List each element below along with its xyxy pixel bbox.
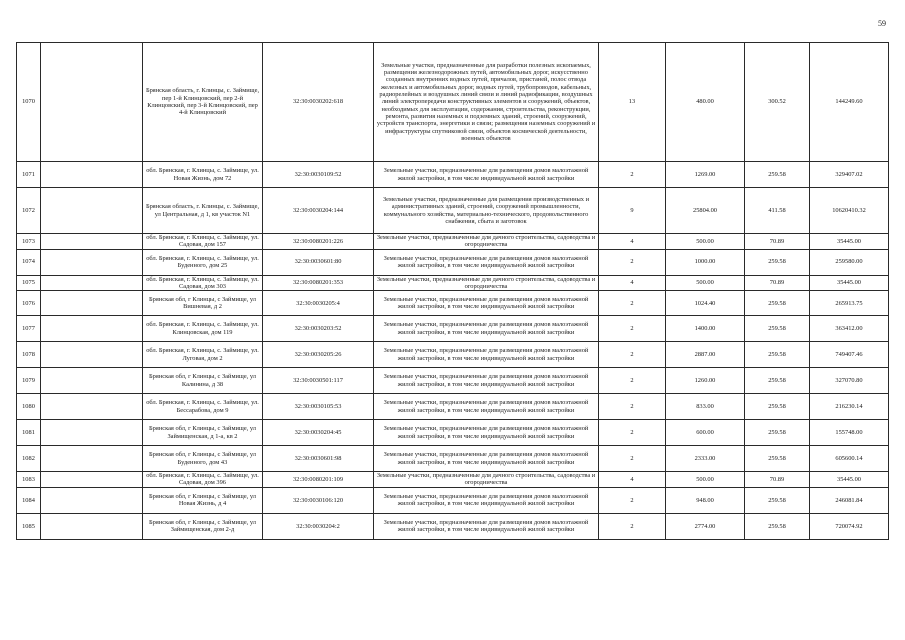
specific-value-cell: 259.58 (745, 420, 810, 446)
address-cell: обл. Брянская, г. Клинцы, с. Займище, ул. Буденного, дом 25 (143, 249, 263, 275)
address-cell: обл. Брянская, г. Клинцы, с. Займище, ул. Садовая, дом 303 (143, 275, 263, 291)
blank-cell (41, 368, 143, 394)
group-cell: 2 (599, 342, 666, 368)
land-use-cell: Земельные участки, предназначенные для размещения домов малоэтажной жилой застройки, в том числе индивидуальной жилой застройки (374, 446, 599, 472)
table-row (17, 513, 889, 539)
cadastral-value-cell: 363412.00 (810, 316, 889, 342)
blank-cell (41, 342, 143, 368)
cadastral-number-cell: 32:30:0080201:109 (263, 472, 374, 488)
row-number-cell: 1078 (17, 342, 41, 368)
group-cell: 2 (599, 513, 666, 539)
cadastral-value-cell: 10620410.32 (810, 188, 889, 234)
row-number-cell: 1082 (17, 446, 41, 472)
cadastral-number-cell: 32:30:0030204:2 (263, 513, 374, 539)
specific-value-cell: 259.58 (745, 342, 810, 368)
area-cell: 1260.00 (666, 368, 745, 394)
group-cell: 2 (599, 291, 666, 316)
cadastral-value-cell: 327070.80 (810, 368, 889, 394)
area-cell: 1024.40 (666, 291, 745, 316)
land-use-cell: Земельные участки, предназначенные для размещения домов малоэтажной жилой застройки, в том числе индивидуальной жилой застройки (374, 342, 599, 368)
specific-value-cell: 70.89 (745, 275, 810, 291)
cadastral-number-cell: 32:30:0030205:4 (263, 291, 374, 316)
cadastral-number-cell: 32:30:0030205:26 (263, 342, 374, 368)
cadastral-value-cell: 329407.02 (810, 162, 889, 188)
row-number-cell: 1072 (17, 188, 41, 234)
table-row (17, 275, 889, 291)
cadastral-number-cell: 32:30:0030109:52 (263, 162, 374, 188)
cadastral-number-cell: 32:30:0030204:144 (263, 188, 374, 234)
row-number-cell: 1085 (17, 513, 41, 539)
table-row (17, 394, 889, 420)
table-row (17, 487, 889, 513)
group-cell: 2 (599, 394, 666, 420)
land-use-cell: Земельные участки, предназначенные для размещения домов малоэтажной жилой застройки, в том числе индивидуальной жилой застройки (374, 162, 599, 188)
row-number-cell: 1080 (17, 394, 41, 420)
cadastral-value-cell: 749407.46 (810, 342, 889, 368)
table-row (17, 188, 889, 234)
group-cell: 9 (599, 188, 666, 234)
cadastral-value-cell: 605600.14 (810, 446, 889, 472)
land-use-cell: Земельные участки, предназначенные для размещения домов малоэтажной жилой застройки, в том числе индивидуальной жилой застройки (374, 420, 599, 446)
blank-cell (41, 446, 143, 472)
cadastral-number-cell: 32:30:0030105:53 (263, 394, 374, 420)
area-cell: 500.00 (666, 472, 745, 488)
land-use-cell: Земельные участки, предназначенные для размещения домов малоэтажной жилой застройки, в том числе индивидуальной жилой застройки (374, 394, 599, 420)
address-cell: обл. Брянская, г. Клинцы, с. Займище, ул. Бессарабова, дом 9 (143, 394, 263, 420)
table-row (17, 234, 889, 250)
blank-cell (41, 394, 143, 420)
group-cell: 4 (599, 472, 666, 488)
cadastral-number-cell: 32:30:0030106:120 (263, 487, 374, 513)
cadastral-value-cell: 246081.84 (810, 487, 889, 513)
land-use-cell: Земельные участки, предназначенные для дачного строительства, садоводства и огородничества (374, 275, 599, 291)
table-row (17, 368, 889, 394)
table-row (17, 446, 889, 472)
area-cell: 500.00 (666, 234, 745, 250)
group-cell: 2 (599, 316, 666, 342)
address-cell: Брянская обл, г Клинцы, с Займище, ул Новая Жизнь, д 4 (143, 487, 263, 513)
table-row (17, 43, 889, 162)
blank-cell (41, 188, 143, 234)
blank-cell (41, 291, 143, 316)
table-row (17, 420, 889, 446)
address-cell: Брянская обл, г Клинцы, с Займище, ул Вишневая, д 2 (143, 291, 263, 316)
group-cell: 13 (599, 43, 666, 162)
area-cell: 1400.00 (666, 316, 745, 342)
table-row (17, 316, 889, 342)
specific-value-cell: 259.58 (745, 162, 810, 188)
blank-cell (41, 513, 143, 539)
area-cell: 948.00 (666, 487, 745, 513)
specific-value-cell: 259.58 (745, 291, 810, 316)
specific-value-cell: 259.58 (745, 316, 810, 342)
address-cell: обл. Брянская, г. Клинцы, с. Займище, ул. Садовая, дом 396 (143, 472, 263, 488)
cadastral-value-cell: 155748.00 (810, 420, 889, 446)
blank-cell (41, 249, 143, 275)
address-cell: Брянская обл, г Клинцы, с Займище, ул Буденного, дом 43 (143, 446, 263, 472)
row-number-cell: 1081 (17, 420, 41, 446)
group-cell: 2 (599, 420, 666, 446)
area-cell: 2333.00 (666, 446, 745, 472)
cadastral-value-cell: 720074.92 (810, 513, 889, 539)
specific-value-cell: 259.58 (745, 446, 810, 472)
land-use-cell: Земельные участки, предназначенные для размещения домов малоэтажной жилой застройки, в том числе индивидуальной жилой застройки (374, 291, 599, 316)
area-cell: 480.00 (666, 43, 745, 162)
row-number-cell: 1083 (17, 472, 41, 488)
row-number-cell: 1074 (17, 249, 41, 275)
area-cell: 2887.00 (666, 342, 745, 368)
cadastral-value-cell: 265913.75 (810, 291, 889, 316)
cadastral-value-cell: 259580.00 (810, 249, 889, 275)
land-use-cell: Земельные участки, предназначенные для дачного строительства, садоводства и огородничества (374, 234, 599, 250)
address-cell: Брянская обл, г Клинцы, с Займище, ул Калинина, д 38 (143, 368, 263, 394)
land-use-cell: Земельные участки, предназначенные для размещения домов малоэтажной жилой застройки, в том числе индивидуальной жилой застройки (374, 249, 599, 275)
blank-cell (41, 420, 143, 446)
cadastral-number-cell: 32:30:0030204:45 (263, 420, 374, 446)
table-row (17, 249, 889, 275)
specific-value-cell: 259.58 (745, 513, 810, 539)
land-use-cell: Земельные участки, предназначенные для разработки полезных ископаемых, размещения железнодорожных путей, автомобильных дорог, искусственно созданных внутренних водных путей, причалов, пристаней, полос отвода железных и автомобильных дорог, водных путей, трубопроводов, кабельных, радиорелейных и воздушных линий связи и линий радиофикации, воздушных линий электропередачи конструктивных элементов и сооружений, объектов, необходимых для эксплуатации, содержания, строительства, реконструкции, ремонта, развития наземных и подземных зданий, строений, сооружений, устройств транспорта, энергетики и связи; размещения наземных сооружений и инфраструктуры спутниковой связи, объектов космической деятельности, военных объектов (374, 43, 599, 162)
land-use-cell: Земельные участки, предназначенные для размещения домов малоэтажной жилой застройки, в том числе индивидуальной жилой застройки (374, 368, 599, 394)
blank-cell (41, 487, 143, 513)
row-number-cell: 1071 (17, 162, 41, 188)
group-cell: 2 (599, 162, 666, 188)
land-plots-table (16, 42, 889, 540)
area-cell: 833.00 (666, 394, 745, 420)
cadastral-value-cell: 144249.60 (810, 43, 889, 162)
cadastral-number-cell: 32:30:0030203:52 (263, 316, 374, 342)
blank-cell (41, 234, 143, 250)
cadastral-number-cell: 32:30:0080201:353 (263, 275, 374, 291)
blank-cell (41, 275, 143, 291)
cadastral-value-cell: 35445.00 (810, 472, 889, 488)
land-use-cell: Земельные участки, предназначенные для размещения производственных и административных зданий, строений, сооружений промышленности, коммунального хозяйства, материально-технического, продовольственного снабжения, сбыта и заготовок (374, 188, 599, 234)
blank-cell (41, 316, 143, 342)
group-cell: 2 (599, 368, 666, 394)
row-number-cell: 1073 (17, 234, 41, 250)
specific-value-cell: 259.58 (745, 394, 810, 420)
group-cell: 4 (599, 275, 666, 291)
row-number-cell: 1079 (17, 368, 41, 394)
table-row (17, 291, 889, 316)
specific-value-cell: 259.58 (745, 487, 810, 513)
land-use-cell: Земельные участки, предназначенные для дачного строительства, садоводства и огородничества (374, 472, 599, 488)
land-use-cell: Земельные участки, предназначенные для размещения домов малоэтажной жилой застройки, в том числе индивидуальной жилой застройки (374, 513, 599, 539)
address-cell: обл. Брянская, г. Клинцы, с. Займище, ул. Луговая, дом 2 (143, 342, 263, 368)
cadastral-number-cell: 32:30:0030601:80 (263, 249, 374, 275)
cadastral-value-cell: 35445.00 (810, 234, 889, 250)
table-row (17, 342, 889, 368)
row-number-cell: 1077 (17, 316, 41, 342)
specific-value-cell: 259.58 (745, 249, 810, 275)
address-cell: обл. Брянская, г. Клинцы, с. Займище, ул. Новая Жизнь, дом 72 (143, 162, 263, 188)
table-row (17, 472, 889, 488)
specific-value-cell: 300.52 (745, 43, 810, 162)
specific-value-cell: 259.58 (745, 368, 810, 394)
address-cell: Брянская обл, г Клинцы, с Займище, ул Займищенская, д 1-а, кв 2 (143, 420, 263, 446)
row-number-cell: 1075 (17, 275, 41, 291)
area-cell: 2774.00 (666, 513, 745, 539)
group-cell: 2 (599, 249, 666, 275)
blank-cell (41, 162, 143, 188)
group-cell: 2 (599, 487, 666, 513)
page-number: 59 (878, 19, 886, 28)
area-cell: 1000.00 (666, 249, 745, 275)
address-cell: Брянская обл, г Клинцы, с Займище, ул Займищенская, дом 2-д (143, 513, 263, 539)
blank-cell (41, 472, 143, 488)
specific-value-cell: 411.58 (745, 188, 810, 234)
cadastral-number-cell: 32:30:0030601:98 (263, 446, 374, 472)
area-cell: 1269.00 (666, 162, 745, 188)
group-cell: 2 (599, 446, 666, 472)
cadastral-number-cell: 32:30:0080201:226 (263, 234, 374, 250)
row-number-cell: 1070 (17, 43, 41, 162)
cadastral-number-cell: 32:30:0030202:618 (263, 43, 374, 162)
group-cell: 4 (599, 234, 666, 250)
area-cell: 600.00 (666, 420, 745, 446)
area-cell: 500.00 (666, 275, 745, 291)
specific-value-cell: 70.89 (745, 472, 810, 488)
blank-cell (41, 43, 143, 162)
cadastral-value-cell: 35445.00 (810, 275, 889, 291)
address-cell: обл. Брянская, г. Клинцы, с. Займище, ул. Клинцовская, дом 119 (143, 316, 263, 342)
table-row (17, 162, 889, 188)
specific-value-cell: 70.89 (745, 234, 810, 250)
land-use-cell: Земельные участки, предназначенные для размещения домов малоэтажной жилой застройки, в том числе индивидуальной жилой застройки (374, 316, 599, 342)
address-cell: Брянская область, г. Клинцы, с. Займище, пер 1-й Клинцовский, пер 2-й Клинцовский, пер 3-й Клинцовский, пер 4-й Клинцовский (143, 43, 263, 162)
land-use-cell: Земельные участки, предназначенные для размещения домов малоэтажной жилой застройки, в том числе индивидуальной жилой застройки (374, 487, 599, 513)
cadastral-number-cell: 32:30:0030501:117 (263, 368, 374, 394)
address-cell: Брянская область, г. Клинцы, с. Займище, ул Центральная, д 1, кв участок N1 (143, 188, 263, 234)
row-number-cell: 1084 (17, 487, 41, 513)
area-cell: 25804.00 (666, 188, 745, 234)
row-number-cell: 1076 (17, 291, 41, 316)
cadastral-value-cell: 216230.14 (810, 394, 889, 420)
address-cell: обл. Брянская, г. Клинцы, с. Займище, ул. Садовая, дом 157 (143, 234, 263, 250)
